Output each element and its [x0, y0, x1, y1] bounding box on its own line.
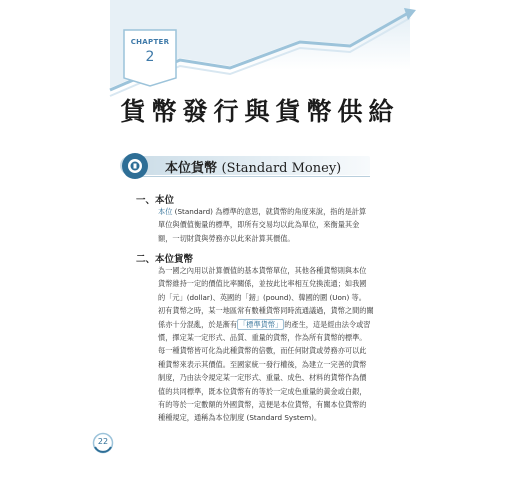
chapter-badge: [128, 36, 172, 76]
body-line: 慣，擇定某一定形式、品質、重量的貨幣，作為所有貨幣的標準。: [158, 333, 367, 343]
chapter-number: 2: [145, 49, 155, 65]
subsection-heading-2: 二、本位貨幣: [136, 254, 194, 265]
body-line: 初有貨幣之時，某一地區常有數種貨幣同時流通議過，貨幣之間的關: [158, 306, 374, 316]
body-line: 額，一切財貨與勞務亦以此來計算其價值。: [158, 233, 295, 243]
body-line: 值的共同標準，既本位貨幣有的等於一定成色重量的黃金或白銀，: [158, 386, 367, 396]
body-line: 係亦十分混亂，於是漸有 「標準貨幣」 的產生，這是經由法令或習: [158, 319, 371, 329]
section-title-zh: 本位貨幣: [165, 161, 218, 176]
chapter-label: CHAPTER: [130, 38, 170, 46]
body-line: 為一國之內用以計算價值的基本貨幣單位，其他各種貨幣則與本位: [158, 266, 367, 275]
body-line: 有的等於一定數額的外國貨幣，這便是本位貨幣，有關本位貨幣的: [158, 400, 367, 410]
keyword-standard-money: 「標準貨幣」: [239, 319, 283, 329]
section-title-en: (Standard Money): [221, 161, 342, 176]
body-line: 貨幣維持一定的價值比率關係，並按此比率相互兌換流通；如我國: [158, 279, 367, 289]
subsection-body-2: [158, 264, 390, 425]
section-heading: [120, 153, 370, 177]
body-line: 的「元」(dollar)、英國的「鎊」(pound)、韓國的圜 (Uon) 等。: [158, 292, 366, 302]
body-line: 種貨幣來表示其價值。至國家統一發行權後，為建立一完善的貨幣: [158, 359, 367, 369]
section-heading-underline: [130, 176, 370, 177]
chapter-title: 貨幣發行與貨幣供給: [120, 97, 400, 126]
section-title: [165, 157, 341, 176]
subsection-body-1: [158, 205, 390, 245]
page-number-text: 22: [97, 437, 109, 446]
keyword-benwei: 本位: [158, 207, 173, 216]
body-line: 單位與價值衡量的標準，即所有交易均以此為單位，來衡量其金: [158, 220, 360, 230]
coin-icon: [122, 153, 148, 179]
page-number: [92, 432, 114, 454]
body-line: 種種規定，通稱為本位制度 (Standard System)。: [158, 413, 322, 423]
subsection-heading-1: 一、本位: [136, 195, 175, 206]
body-line: 制度，乃由法令規定某一定形式、重量、成色、材料的貨幣作為價: [158, 373, 367, 383]
body-line: 本位 (Standard) 為標準的意思，就貨幣的角度來說，指的是計算: [158, 207, 367, 216]
body-line: 每一種貨幣皆可化為此種貨幣的倍數，而任何財貨或勞務亦可以此: [158, 346, 367, 356]
